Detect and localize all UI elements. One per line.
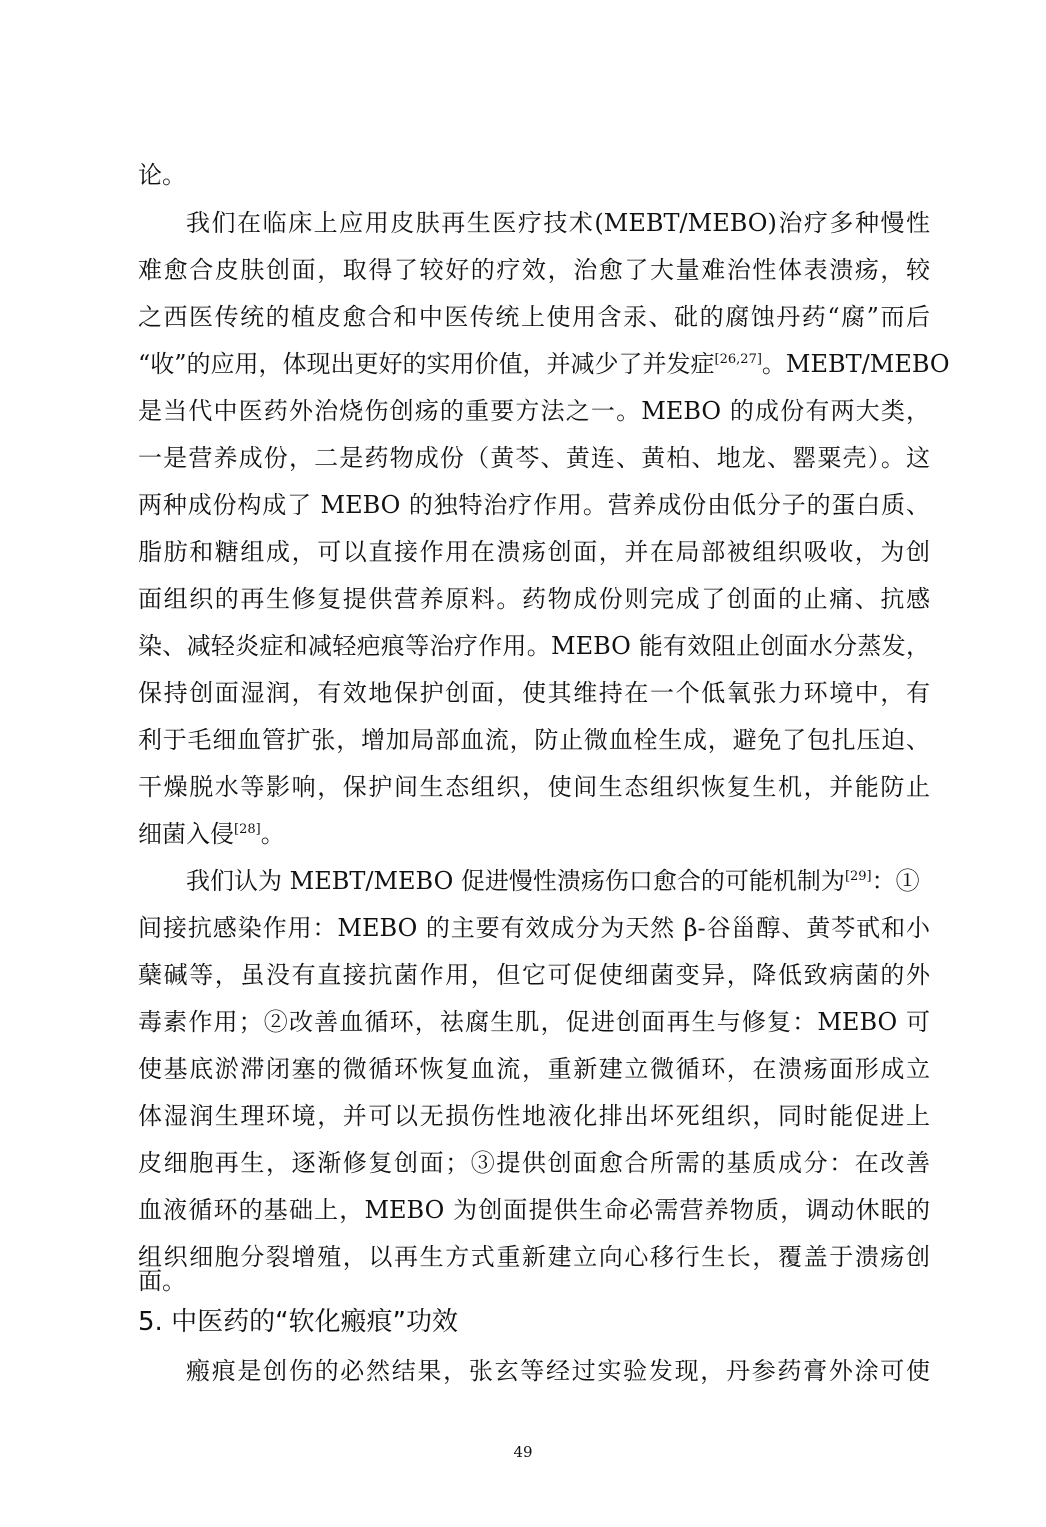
- text-segment: 。: [260, 820, 285, 848]
- text-line: 难愈合皮肤创面，取得了较好的疗效，治愈了大量难治性体表溃疡，较: [138, 256, 930, 284]
- text-line: 是当代中医药外治烧伤创疡的重要方法之一。MEBO 的成份有两大类，: [138, 397, 930, 425]
- citation: [29]: [844, 869, 872, 884]
- text-line: 两种成份构成了 MEBO 的独特治疗作用。营养成份由低分子的蛋白质、: [138, 491, 930, 519]
- text-line: 间接抗感染作用：MEBO 的主要有效成分为天然 β-谷甾醇、黄芩甙和小: [138, 914, 930, 942]
- text-line: 皮细胞再生，逐渐修复创面；③提供创面愈合所需的基质成分：在改善: [138, 1149, 930, 1177]
- citation: [28]: [234, 822, 261, 837]
- page-number: 49: [513, 1443, 533, 1461]
- text-line: 蘖碱等，虽没有直接抗菌作用，但它可促使细菌变异，降低致病菌的外: [138, 961, 930, 989]
- text-line: 毒素作用；②改善血循环，祛腐生肌，促进创面再生与修复：MEBO 可: [138, 1008, 930, 1036]
- text-line: 保持创面湿润，有效地保护创面，使其维持在一个低氧张力环境中，有: [138, 679, 930, 707]
- text-line: 我们在临床上应用皮肤再生医疗技术(MEBT/MEBO)治疗多种慢性: [186, 209, 930, 237]
- text-segment: 细菌入侵: [138, 820, 234, 848]
- text-line: [186, 866, 930, 896]
- text-line: 脂肪和糖组成，可以直接作用在溃疡创面，并在局部被组织吸收，为创: [138, 538, 930, 566]
- text-line: 利于毛细血管扩张，增加局部血流，防止微血栓生成，避免了包扎压迫、: [138, 726, 930, 754]
- text-line: 面组织的再生修复提供营养原料。药物成份则完成了创面的止痛、抗感: [138, 585, 930, 613]
- citation: [26,27]: [714, 352, 762, 367]
- text-line: [138, 819, 930, 849]
- section-heading: 5. 中医药的“软化瘢痕”功效: [138, 1307, 459, 1337]
- text-line: 一是营养成份，二是药物成份（黄芩、黄连、黄柏、地龙、罂粟壳）。这: [138, 444, 930, 472]
- text-line: 组织细胞分裂增殖，以再生方式重新建立向心移行生长，覆盖于溃疡创: [138, 1243, 930, 1271]
- text-line: 体湿润生理环境，并可以无损伤性地液化排出坏死组织，同时能促进上: [138, 1102, 930, 1130]
- text-line: 面。: [138, 1267, 186, 1295]
- text-segment: 我们认为 MEBT/MEBO 促进慢性溃疡伤口愈合的可能机制为: [186, 867, 845, 895]
- text-line: 瘢痕是创伤的必然结果，张玄等经过实验发现，丹参药膏外涂可使: [186, 1357, 930, 1385]
- text-segment: 。MEBT/MEBO: [761, 350, 950, 378]
- text-line: 论。: [138, 161, 186, 189]
- text-segment: ：①: [871, 867, 920, 895]
- text-line: 血液循环的基础上，MEBO 为创面提供生命必需营养物质，调动休眠的: [138, 1196, 930, 1224]
- text-line: [138, 349, 950, 379]
- text-line: 使基底淤滞闭塞的微循环恢复血流，重新建立微循环，在溃疡面形成立: [138, 1055, 930, 1083]
- text-line: 染、减轻炎症和减轻疤痕等治疗作用。MEBO 能有效阻止创面水分蒸发，: [138, 632, 930, 660]
- text-segment: “收”的应用，体现出更好的实用价值，并减少了并发症: [138, 350, 715, 378]
- text-line: 干燥脱水等影响，保护间生态组织，使间生态组织恢复生机，并能防止: [138, 773, 930, 801]
- text-line: 之西医传统的植皮愈合和中医传统上使用含汞、砒的腐蚀丹药“腐”而后: [138, 303, 930, 331]
